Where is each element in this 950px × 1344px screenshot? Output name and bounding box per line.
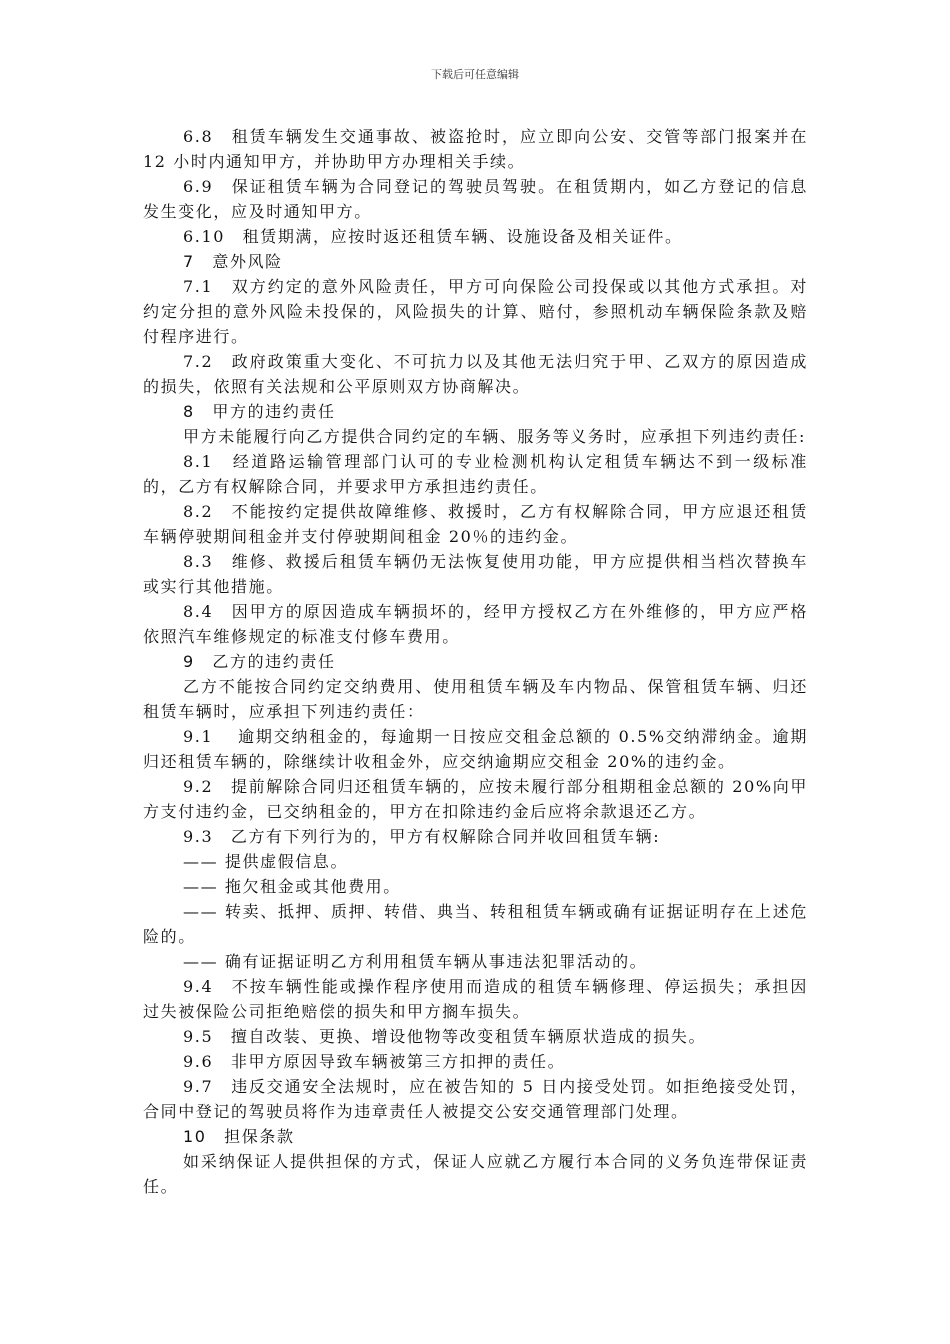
list-item-dash-2: —— 拖欠租金或其他费用。 (183, 877, 401, 896)
clause-7-1: 7.1 双方约定的意外风险责任，甲方可向保险公司投保或以其他方式承担。对约定分担的意外风险未投保的，风险损失的计算、赔付，参照机动车辆保险条款及赔付程序进行。 (143, 277, 808, 346)
clause-10: 如采纳保证人提供担保的方式，保证人应就乙方履行本合同的义务负连带保证责任。 (143, 1152, 808, 1196)
list-item-dash-1: —— 提供虚假信息。 (183, 852, 349, 871)
clause-8-2: 8.2 不能按约定提供故障维修、救援时，乙方有权解除合同，甲方应退还租赁车辆停驶期间租金并支付停驶期间租金 20％的违约金。 (143, 502, 808, 546)
clause-9-4: 9.4 不按车辆性能或操作程序使用而造成的租赁车辆修理、停运损失；承担因过失被保险公司拒绝赔偿的损失和甲方搁车损失。 (143, 977, 808, 1021)
clause-6-9: 6.9 保证租赁车辆为合同登记的驾驶员驾驶。在租赁期内，如乙方登记的信息发生变化，应及时通知甲方。 (143, 177, 808, 221)
contract-body (143, 124, 808, 1199)
section-heading-7: 7 意外风险 (183, 252, 283, 271)
section-heading-10: 10 担保条款 (183, 1127, 295, 1146)
clause-9-6: 9.6 非甲方原因导致车辆被第三方扣押的责任。 (183, 1052, 566, 1071)
clause-7-2: 7.2 政府政策重大变化、不可抗力以及其他无法归究于甲、乙双方的原因造成的损失，依照有关法规和公平原则双方协商解决。 (143, 352, 808, 396)
clause-8-4: 8.4 因甲方的原因造成车辆损坏的，经甲方授权乙方在外维修的，甲方应严格依照汽车维修规定的标准支付修车费用。 (143, 602, 808, 646)
section-8-intro: 甲方未能履行向乙方提供合同约定的车辆、服务等义务时，应承担下列违约责任: (183, 427, 806, 446)
page-header: 下载后可任意编辑 (431, 68, 519, 81)
clause-9-2: 9.2 提前解除合同归还租赁车辆的，应按未履行部分租期租金总额的 20%向甲方支付违约金，已交纳租金的，甲方在扣除违约金后应将余款退还乙方。 (143, 777, 808, 821)
clause-9-1: 9.1 逾期交纳租金的，每逾期一日按应交租金总额的 0.5%交纳滞纳金。逾期归还租赁车辆的，除继续计收租金外，应交纳逾期应交租金 20%的违约金。 (143, 727, 808, 771)
section-9-intro: 乙方不能按合同约定交纳费用、使用租赁车辆及车内物品、保管租赁车辆、归还租赁车辆时，应承担下列违约责任： (143, 677, 808, 721)
section-heading-8: 8 甲方的违约责任 (183, 402, 336, 421)
section-heading-9: 9 乙方的违约责任 (183, 652, 336, 671)
clause-8-3: 8.3 维修、救援后租赁车辆仍无法恢复使用功能，甲方应提供相当档次替换车或实行其他措施。 (143, 552, 808, 596)
clause-9-5: 9.5 擅自改装、更换、增设他物等改变租赁车辆原状造成的损失。 (183, 1027, 707, 1046)
list-item-dash-4: —— 确有证据证明乙方利用租赁车辆从事违法犯罪活动的。 (183, 952, 648, 971)
clause-8-1: 8.1 经道路运输管理部门认可的专业检测机构认定租赁车辆达不到一级标准的，乙方有权解除合同，并要求甲方承担违约责任。 (143, 452, 808, 496)
clause-6-10: 6.10 租赁期满，应按时返还租赁车辆、设施设备及相关证件。 (183, 227, 683, 246)
clause-6-8: 6.8 租赁车辆发生交通事故、被盗抢时，应立即向公安、交管等部门报案并在 12 小时内通知甲方，并协助甲方办理相关手续。 (143, 127, 808, 171)
list-item-dash-3: —— 转卖、抵押、质押、转借、典当、转租租赁车辆或确有证据证明存在上述危险的。 (143, 902, 808, 946)
clause-9-3: 9.3 乙方有下列行为的，甲方有权解除合同并收回租赁车辆: (183, 827, 661, 846)
clause-9-7: 9.7 违反交通安全法规时，应在被告知的 5 日内接受处罚。如拒绝接受处罚，合同中登记的驾驶员将作为违章责任人被提交公安交通管理部门处理。 (143, 1077, 808, 1121)
